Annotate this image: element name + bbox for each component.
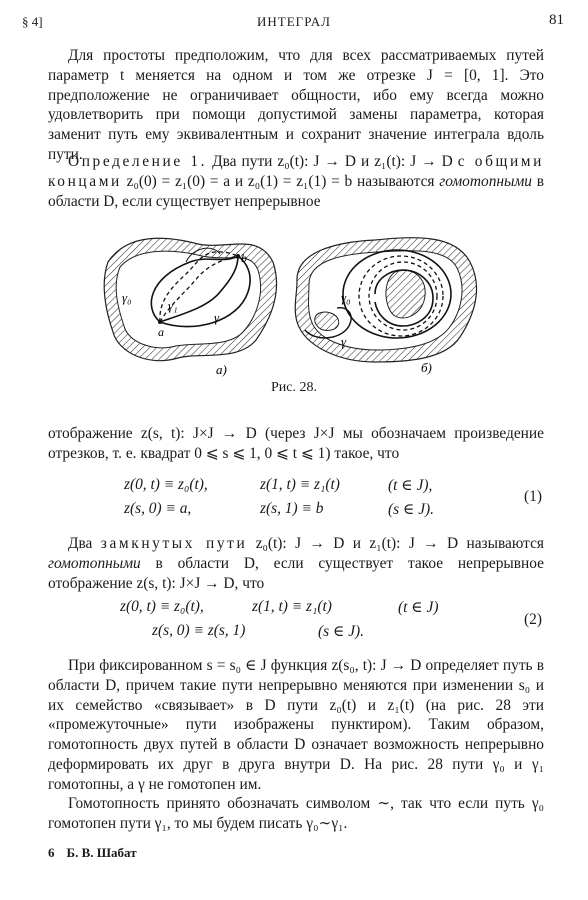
figure-28b [285, 222, 490, 380]
eq1-row1-c: (t ∈ J), [388, 477, 433, 494]
label-gamma0: γ₀ [122, 290, 132, 305]
author-name: Б. В. Шабат [66, 845, 137, 860]
paragraph-notation: Гомотопность принято обозначать символом ∼, так что если путь γ₀ гомотопен пути γ₁, то мы будем писать γ₀∼γ₁. [48, 795, 544, 832]
eq1-row2-a: z(s, 0) ≡ a, [124, 500, 192, 517]
label-gamma-b: γ [341, 334, 347, 349]
definition-spaced: с общими концами [48, 153, 544, 190]
eq1-row1-b: z(1, t) ≡ z₁(t) [260, 476, 340, 493]
definition-text-3: в области D, если существует непрерывное [48, 172, 544, 210]
eq2-row1-a: z(0, t) ≡ z₀(t), [120, 598, 204, 615]
closed-text-2: z₀(t): J → D и z₁(t): J → D называются [247, 535, 544, 552]
definition-1 [48, 152, 544, 211]
paragraph-mapping: отображение z(s, t): J×J → D (через J×J мы обозначаем произведение отрезков, т. е. квадрат 0 ⩽ s ⩽ 1, 0 ⩽ t ⩽ 1) такое, что [48, 425, 544, 462]
eq2-row1-c: (t ∈ J) [398, 599, 439, 616]
eq2-row2-a: z(s, 0) ≡ z(s, 1) [152, 622, 246, 639]
page-footer [48, 845, 149, 861]
eq2-row2-b: (s ∈ J). [318, 623, 365, 640]
closed-text-3: в области D, если существует такое непрерывное отображение z(s, t): J×J → D, что [48, 554, 544, 592]
eq1-number: (1) [524, 488, 542, 505]
figure-28a [98, 222, 283, 380]
eq1-row1-a: z(0, t) ≡ z₀(t), [124, 476, 208, 493]
label-gamma0-b: γ₀ [341, 290, 351, 305]
paragraph-homotopy: При фиксированном s = s₀ ∈ J функция z(s₀, t): J → D определяет путь в области D, причем такие пути непрерывно меняются при изменении s₀ и их семейство «связывает» в D пути z₀(t) и z₁(t) (на рис. 28 эти «промежуточные» пути изображены пунктиром). Таким образом, гомотопность двух путей в области D означает возможность непрерывно деформировать их друг в друга внутри D. На рис. 28 пути γ₀ и γ₁ гомотопны, а γ не гомотопен им. [48, 657, 544, 793]
eq1-row2-b: z(s, 1) ≡ b [260, 500, 324, 517]
definition-head: Определение 1. [68, 153, 208, 170]
figure-tag-a: а) [216, 362, 227, 377]
paragraph-closed-paths [48, 534, 544, 593]
running-title: ИНТЕГРАЛ [257, 14, 331, 29]
eq1-row2-c: (s ∈ J). [388, 501, 435, 518]
closed-term: гомотопными [48, 554, 141, 572]
figure-caption: Рис. 28. [271, 380, 317, 395]
definition-text-1: Два пути z₀(t): J → D и z₁(t): J → D [207, 153, 458, 170]
eq2-row1-b: z(1, t) ≡ z₁(t) [252, 598, 332, 615]
signature-number: 6 [48, 845, 55, 860]
label-gamma: γ [214, 310, 220, 325]
label-gamma1: γ₁ [168, 298, 178, 313]
closed-spaced: замкнутых пути [100, 535, 248, 552]
section-marker: § 4] [22, 14, 43, 29]
closed-text-1: Два [68, 535, 101, 552]
definition-text-2: z₀(0) = z₁(0) = a и z₀(1) = z₁(1) = b называются [121, 172, 440, 190]
figure-tag-b: б) [421, 360, 432, 375]
label-b: b [241, 251, 247, 265]
definition-term: гомотопными [439, 172, 532, 190]
label-a: a [158, 325, 164, 339]
page-number: 81 [549, 12, 564, 28]
eq2-number: (2) [524, 611, 542, 628]
paragraph-intro: Для простоты предположим, что для всех рассматриваемых путей параметр t меняется на одном и том же отрезке J = [0, 1]. Это предположение не ограничивает общности, ибо ему всегда можно удовлетворить при помощи допустимой замены параметра, которая заменит путь ему эквивалентным и сохранит значение интеграла вдоль пути. [48, 47, 544, 163]
